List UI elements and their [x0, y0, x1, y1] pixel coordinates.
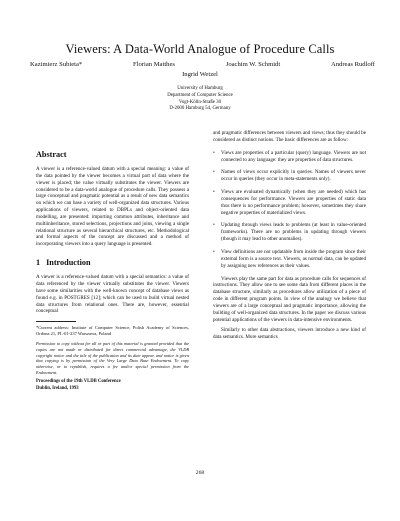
bullet-icon: •	[213, 189, 215, 196]
right-column	[213, 130, 366, 341]
affiliation-line: Department of Computer Science	[167, 92, 233, 98]
abstract-text: A viewer is a reference-valued datum with a special meaning: a value of the data pointed by the viewer becomes a virtual part of data where the viewer is placed; the value virtually substitutes the viewer. Viewers are considered to be a data-world analogue of procedure calls. They possess a large conceptual and pragmatic potential as a result of new data semantics on which we can base a variety of well-organized data structures. Various applications of viewers, related to DBPLs and object-oriented data modelling, are presented: importing common attributes, inheritance and multiinheritance, stored selections, projections and joins, viewing a single relational structure as several hierarchical structures, etc. Methodological and formal aspects of the concept are discussed and a method of incorporating viewers into a query language is presented.	[36, 166, 189, 248]
body-text: and pragmatic differences between viewers and views; thus they should be considered as distinct notions. The basic differences are as follow:	[213, 130, 366, 143]
author-list	[30, 61, 375, 68]
proceedings-info	[36, 379, 189, 391]
author-name: Kazimierz Subieta*	[30, 61, 83, 68]
difference-list	[213, 150, 366, 270]
author-name: Florian Matthes	[133, 61, 175, 68]
body-text: Similarly to other data abstractions, viewers introduce a new kind of data semantics. More semantics	[213, 327, 366, 341]
list-item: • Names of views occur explicitly in queries. Names of viewers never occur in queries (they occur in meta-statements only).	[213, 169, 366, 183]
author-name: Andreas Rudloff	[330, 61, 375, 68]
abstract-heading: Abstract	[36, 150, 67, 159]
bullet-icon: •	[213, 149, 215, 156]
bullet-icon: •	[213, 169, 215, 176]
list-item: • Views are evaluated dynamically (when they are needed) which has consequences for performance. Viewers are properties of static data thus there is no performance problem; however, sometimes they share negative properties of materialized views.	[213, 189, 366, 216]
section-heading	[36, 258, 189, 268]
author-name: Joachim W. Schmidt	[225, 61, 281, 68]
bullet-icon: •	[213, 222, 215, 229]
paper-title: Viewers: A Data-World Analogue of Procedure Calls	[65, 42, 335, 56]
proceedings-line: Proceedings of the 19th VLDB Conference	[36, 379, 121, 385]
footnote: *Current address: Institute of Computer Science, Polish Academy of Sciences, Ordona 21, PL-01-237 Warszawa, Poland	[36, 325, 189, 337]
affiliation-line: University of Hamburg	[177, 86, 223, 91]
permission-notice: Permission to copy without fee all or part of this material is granted provided that the copies are not made or distributed for direct commercial advantage, the VLDB copyright notice and the title of the publication and its date appear, and notice is given that copying is by permission of the Very Large Data Base Endowment. To copy otherwise, or to republish, requires a fee and/or special permission from the Endowment.	[36, 341, 189, 375]
intro-text: A viewer is a reference-valued datum with a special semantics: a value of data referenced by the viewer virtually substitutes the viewer. Viewers have some similarities with the well-known concept of database views as found e.g. in POSTGRES [12]; which can be used to build virtual nested data structures from relational ones. There are, however, essential conceptual	[36, 274, 189, 315]
page-number: 268	[195, 470, 205, 476]
list-item: • Updating through views leads to problems (at least in value-oriented frameworks). There are no problems in updating through viewers (though it may lead to other anomalies).	[213, 222, 366, 243]
section-title: Introduction	[46, 258, 91, 268]
affiliation-line: Vogt-Kölln-Straße 30	[178, 99, 222, 105]
affiliation	[0, 86, 400, 113]
author-name: Ingrid Wetzel	[182, 71, 218, 78]
body-text: Viewers play the same part for data as procedure calls for sequences of instructions. They allow one to see some data from different places in the database structure, similarly as procedures allow utilization of a piece of code in different program points. In view of the analogy we believe that viewers are of a large conceptual and pragmatic importance, allowing the building of well-organized data structures. In the paper we discuss various potential applications of the viewers in data-intensive environments.	[213, 275, 366, 323]
affiliation-line: D-2000 Hamburg 54, Germany	[169, 106, 231, 112]
proceedings-line: Dublin, Ireland, 1993	[36, 385, 79, 391]
list-item: • Views are properties of a particular (query) language. Viewers are not connected to any language: they are properties of data structures.	[213, 149, 366, 163]
footnote-rule	[36, 321, 76, 322]
bullet-icon: •	[213, 248, 215, 255]
left-column	[36, 150, 189, 392]
section-number: 1	[36, 258, 41, 268]
list-item: • View definitions are not updatable from inside the program since their external form is a source text. Viewers, as normal data, can be updated by assigning new references as their values.	[213, 248, 366, 269]
